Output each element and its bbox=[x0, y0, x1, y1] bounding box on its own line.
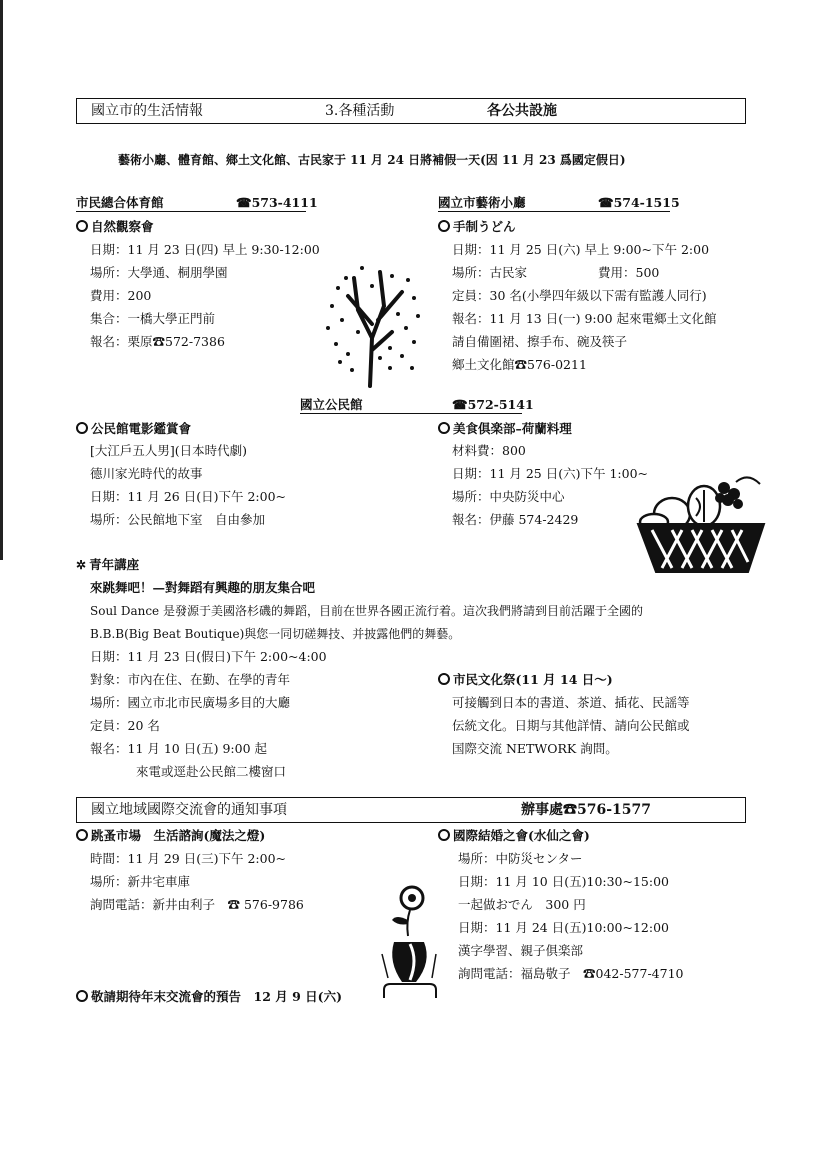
art-hall-phone: ☎574-1515 bbox=[598, 195, 680, 210]
wedding-line: 一起做おでん 300 円 bbox=[458, 897, 586, 912]
gym-line: 費用：200 bbox=[90, 288, 152, 303]
film-line: 德川家光時代的故事 bbox=[90, 466, 203, 481]
banner-title: 國立市的生活情報 bbox=[91, 103, 203, 119]
youth-line: 對象：市內在住、在勤、在學的青年 bbox=[90, 672, 291, 687]
flea-event: 跳蚤市場 生活諮詢(魔法之燈) bbox=[76, 828, 265, 844]
gym-event: 自然觀察會 bbox=[76, 219, 154, 235]
section-banner bbox=[76, 797, 746, 823]
circle-bullet-icon bbox=[76, 829, 88, 841]
community-name: 國立公民館 bbox=[300, 397, 363, 412]
wedding-line: 場所：中防災センター bbox=[458, 851, 583, 866]
festival-event: 市民文化祭(11 月 14 日～) bbox=[438, 672, 613, 688]
art-hall-line: 報名：11 月 13 日(一) 9:00 起來電鄉土文化館 bbox=[452, 311, 717, 326]
festival-line: 可接觸到日本的書道、茶道、插花、民謡等 bbox=[452, 695, 690, 710]
art-hall-event: 手制うどん bbox=[438, 219, 516, 235]
food-line: 場所：中央防災中心 bbox=[452, 489, 565, 504]
gym-line: 集合：一橋大學正門前 bbox=[90, 311, 216, 326]
star-bullet-icon: ✲ bbox=[76, 558, 87, 572]
circle-bullet-icon bbox=[438, 422, 450, 434]
section-banner bbox=[76, 98, 746, 124]
food-line: 日期：11 月 25 日(六)下午 1:00~ bbox=[452, 466, 649, 481]
wedding-line: 日期：11 月 24 日(五)10:00~12:00 bbox=[458, 920, 670, 935]
community-phone: ☎572-5141 bbox=[452, 397, 534, 412]
art-hall-line: 定員：30 名(小學四年級以下需有監護人同行) bbox=[452, 288, 707, 303]
gym-name: 市民總合体育館 bbox=[76, 195, 164, 210]
circle-bullet-icon bbox=[76, 422, 88, 434]
scan-edge-line bbox=[0, 0, 3, 560]
wedding-line: 日期：11 月 10 日(五)10:30~15:00 bbox=[458, 874, 670, 889]
art-hall-line: 日期：11 月 25 日(六) 早上 9:00~下午 2:00 bbox=[452, 242, 710, 257]
yearend-notice: 敬請期待年末交流會的預告 12 月 9 日(六) bbox=[76, 989, 342, 1005]
gym-line: 場所：大學通、桐朋學園 bbox=[90, 265, 228, 280]
gym-line: 報名：栗原☎572-7386 bbox=[90, 334, 225, 349]
youth-line: 定員：20 名 bbox=[90, 718, 160, 733]
flea-line: 時間：11 月 29 日(三)下午 2:00~ bbox=[90, 851, 287, 866]
film-event: 公民館電影鑑賞會 bbox=[76, 421, 191, 437]
food-event: 美食俱楽部–荷蘭料理 bbox=[438, 421, 572, 437]
flea-line: 場所：新井宅車庫 bbox=[90, 874, 191, 889]
banner-section: 3.各種活動 bbox=[325, 103, 395, 119]
community-underline bbox=[300, 413, 522, 414]
film-line: [大江戶五人男](日本時代劇) bbox=[90, 443, 248, 458]
gym-line: 日期：11 月 23 日(四) 早上 9:30-12:00 bbox=[90, 242, 320, 257]
youth-headline: 來跳舞吧！—對舞蹈有興趣的朋友集合吧 bbox=[90, 580, 316, 595]
festival-line: 伝統文化。日期与其他詳情、請向公民館或 bbox=[452, 718, 690, 733]
holiday-notice: 藝術小廳、體育館、鄉土文化館、古民家于 11 月 24 日將補假一天(因 11 月 23 爲國定假日) bbox=[118, 153, 626, 167]
circle-bullet-icon bbox=[438, 829, 450, 841]
gym-underline bbox=[76, 211, 306, 212]
wedding-event: 國際結婚之會(水仙之會) bbox=[438, 828, 590, 844]
film-line: 日期：11 月 26 日(日)下午 2:00~ bbox=[90, 489, 287, 504]
youth-desc: B.B.B(Big Beat Boutique)與您一同切磋舞技、并披露他們的舞藝。 bbox=[90, 627, 461, 641]
art-hall-underline bbox=[438, 211, 670, 212]
youth-event: ✲ 青年講座 bbox=[76, 557, 140, 572]
banner-subtitle: 各公共設施 bbox=[487, 103, 557, 119]
festival-line: 国際交流 NETWORK 詢問。 bbox=[452, 741, 618, 756]
circle-bullet-icon bbox=[438, 673, 450, 685]
food-line: 材料費：800 bbox=[452, 443, 526, 458]
youth-line: 場所：國立市北市民廣場多目的大廳 bbox=[90, 695, 291, 710]
art-hall-line: 費用：500 bbox=[598, 265, 660, 280]
art-hall-name: 國立市藝術小廳 bbox=[438, 195, 526, 210]
flower-vase-illustration bbox=[380, 880, 442, 998]
art-hall-line: 請自備圍裙、擦手布、碗及筷子 bbox=[452, 334, 628, 349]
food-line: 報名：伊藤 574-2429 bbox=[452, 512, 579, 527]
banner-title: 國立地域國際交流會的通知事項 bbox=[91, 802, 287, 818]
youth-line: 報名：11 月 10 日(五) 9:00 起 bbox=[90, 741, 268, 756]
youth-line: 日期：11 月 23 日(假日)下午 2:00~4:00 bbox=[90, 649, 327, 664]
youth-desc: Soul Dance 是發源于美國洛杉磯的舞蹈，目前在世界各國正流行着。這次我們將請到目前活躍于全國的 bbox=[90, 604, 643, 618]
circle-bullet-icon bbox=[438, 220, 450, 232]
circle-bullet-icon bbox=[76, 990, 88, 1002]
art-hall-line: 場所：古民家 bbox=[452, 265, 528, 280]
tree-illustration bbox=[318, 258, 430, 388]
youth-line: 來電或逕赴公民館二樓窗口 bbox=[136, 764, 287, 779]
wedding-line: 詢問電話：福島敬子 ☎042-577-4710 bbox=[458, 966, 684, 981]
wedding-line: 漢字學習、親子俱楽部 bbox=[458, 943, 584, 958]
banner-office: 辦事處☎576-1577 bbox=[521, 802, 651, 818]
fruit-basket-illustration bbox=[632, 472, 770, 582]
circle-bullet-icon bbox=[76, 220, 88, 232]
gym-phone: ☎573-4111 bbox=[236, 195, 318, 210]
flea-line: 詢問電話：新井由利子 ☎ 576-9786 bbox=[90, 897, 304, 912]
film-line: 場所：公民館地下室 自由參加 bbox=[90, 512, 266, 527]
art-hall-line: 鄉土文化館☎576-0211 bbox=[452, 357, 587, 372]
